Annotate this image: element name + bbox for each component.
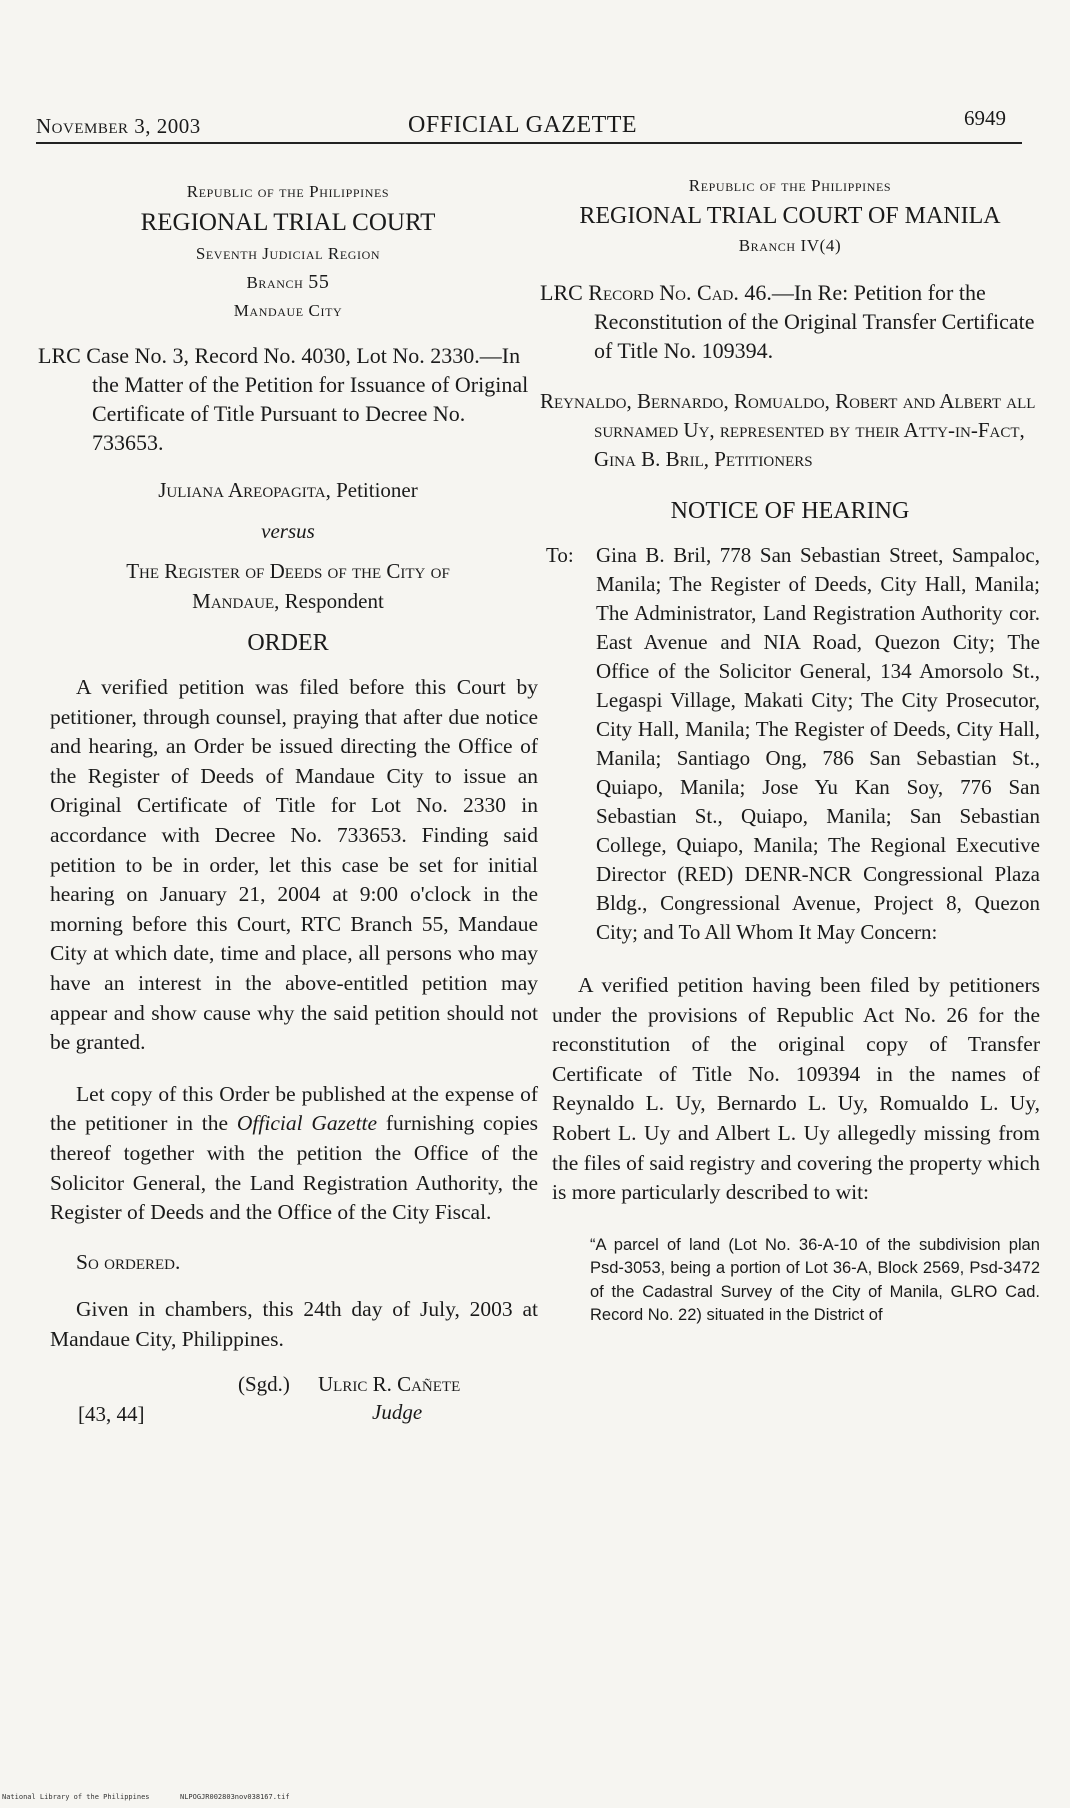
issue-date: November 3, 2003 (36, 114, 201, 138)
property-description: “A parcel of land (Lot No. 36-A-10 of the subdivision plan Psd-3053, being a portion of Lot 36-A, Block 2569, Psd-3472 of the Cadastral Survey of the City of Manila, GLRO Cad. Record No. 22) situated in the District of (590, 1235, 1040, 1325)
respondent-line-1: The Register of Deeds of the City of (126, 559, 450, 583)
right-column (540, 172, 1040, 1328)
signed-prefix: (Sgd.) (238, 1372, 290, 1397)
so-ordered: So ordered. (76, 1249, 181, 1274)
petitioners: Reynaldo, Bernardo, Romualdo, Robert and Albert all surnamed Uy, represented by their Atty-in-Fact, Gina B. Bril, Petitioners (540, 389, 1036, 471)
page-header (36, 104, 1022, 144)
petitioner-name: Juliana Areopagita (158, 478, 326, 502)
addressees: Gina B. Bril, 778 San Sebastian Street, Sampaloc, Manila; The Register of Deeds, City Hall, Manila; The Administrator, Land Registration Authority cor. East Avenue and NIA Road, Quezon City; The Office of the Solicitor General, 134 Amorsolo St., Legaspi Village, Makati City; The City Prosecutor, City Hall, Manila; The Register of Deeds, City Hall, Manila; Santiago Ong, 786 San Sebastian St., Quiapo, Manila; Jose Yu Kan Soy, 776 San Sebastian St., Quiapo, Manila; San Sebastian College, Quiapo, Manila; The Regional Executive Director (RED) DENR-NCR Congressional Plaza Bldg., Congressional Avenue, Project 8, Quezon City; and To All Whom It May Concern: (596, 543, 1040, 944)
court-city: Mandaue City (233, 301, 343, 320)
notice-paragraph-1: A verified petition having been filed by petitioners under the provisions of Republic Act No. 26 for the reconstitution of the original copy of Transfer Certificate of Title No. 109394 in the names of Reynaldo L. Uy, Bernardo L. Uy, Romualdo L. Uy, Robert L. Uy and Albert L. Uy allegedly missing from the files of said registry and covering the property which is more particularly described to wit: (552, 973, 1040, 1205)
petitioner-role: , Petitioner (325, 478, 418, 502)
order-paragraph-2: Let copy of this Order be published at the expense of the petitioner in the Official Gazette furnishing copies thereof together with the petition the Office of the Solicitor General, the Land Registration Authority, the Register of Deeds and the Office of the City Fiscal. (50, 1081, 538, 1225)
signature-block (38, 1370, 538, 1430)
scan-filename: NLPOGJR002803nov038167.tif (180, 1793, 290, 1801)
branch-label: Branch (246, 273, 304, 292)
court-name: REGIONAL TRIAL COURT (140, 209, 436, 236)
to-label: To: (546, 543, 574, 567)
versus: versus (261, 519, 315, 543)
respondent-line-2 (38, 586, 538, 616)
publication-title: OFFICIAL GAZETTE (408, 112, 638, 138)
case-title: LRC Case No. 3, Record No. 4030, Lot No. 2330.—In the Matter of the Petition for Issuance of Original Certificate of Title Pursuant to Decree No. 733653. (38, 343, 529, 455)
judge-name: Ulric R. Cañete (318, 1372, 461, 1397)
given-in-chambers: Given in chambers, this 24th day of July, 2003 at Mandaue City, Philippines. (50, 1297, 538, 1351)
petitioner-line (38, 475, 538, 505)
republic-heading-right: Republic of the Philippines (688, 176, 892, 195)
court-name-right: REGIONAL TRIAL COURT OF MANILA (579, 203, 1001, 229)
judge-title: Judge (372, 1400, 423, 1425)
addressees-block (540, 541, 1040, 947)
notice-heading: NOTICE OF HEARING (670, 498, 910, 524)
branch-number: 55 (308, 271, 330, 293)
order-paragraph-1: A verified petition was filed before this Court by petitioner, through counsel, praying that after due notice and hearing, an Order be issued directing the Office of the Register of Deeds of Mandaue City to issue an Original Certificate of Title for Lot No. 2330 in accordance with Decree No. 733653. Finding said petition to be in order, let this case be set for initial hearing on January 21, 2004 at 9:00 o'clock in the morning before this Court, RTC Branch 55, Mandaue City at which date, time and place, all persons who may have an interest in the above-entitled petition may appear and show cause why the said petition should not be granted. (50, 675, 538, 1055)
branch-right: Branch IV(4) (738, 236, 842, 255)
record-title: LRC Record No. Cad. 46.—In Re: Petition for the Reconstitution of the Original Transfer Certificate of Title No. 109394. (540, 280, 1035, 363)
branch-line (38, 268, 538, 297)
gazette-reference: Official Gazette (236, 1111, 378, 1136)
respondent-name: Mandaue (192, 589, 275, 613)
record-label: LRC Record No. Cad. 46. (540, 280, 772, 305)
page-number: 6949 (964, 106, 1006, 130)
respondent-role: , Respondent (274, 589, 384, 613)
order-heading: ORDER (247, 630, 329, 656)
library-credit: National Library of the Philippines (2, 1793, 150, 1801)
reference-number: [43, 44] (78, 1402, 145, 1427)
republic-heading: Republic of the Philippines (186, 182, 390, 201)
judicial-region: Seventh Judicial Region (195, 244, 381, 263)
left-column (38, 178, 538, 1430)
